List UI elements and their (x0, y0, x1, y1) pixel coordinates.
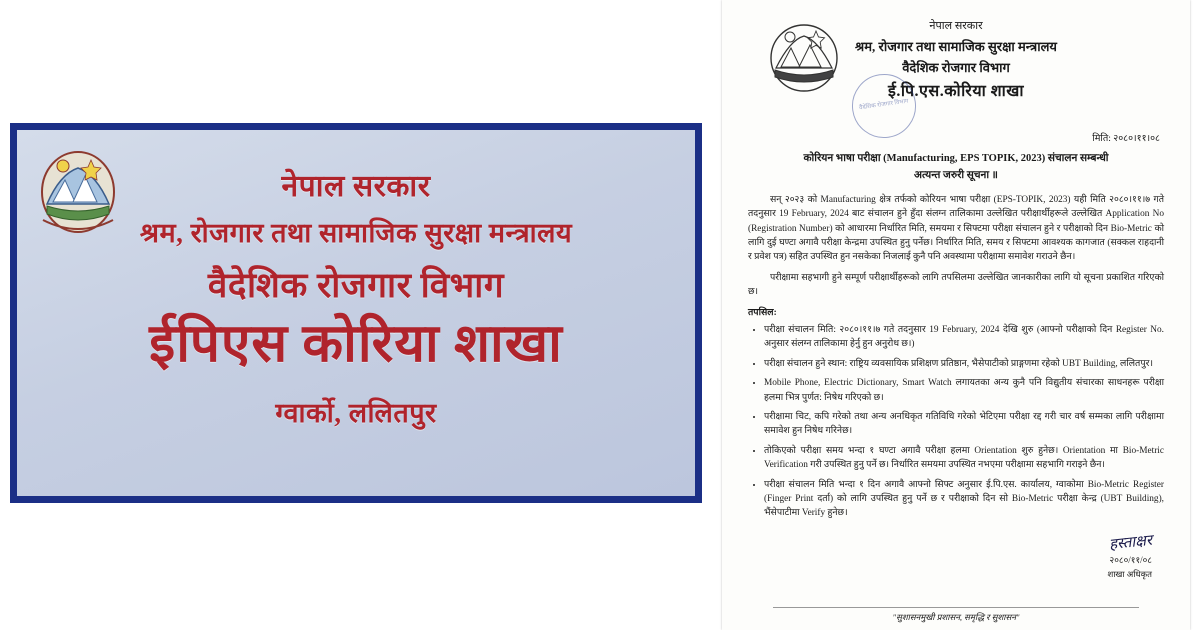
signboard-location-text: ग्वार्को, ललितपुर (275, 398, 437, 429)
list-item: • परीक्षा संचालन हुने स्थान: राष्ट्रिय व्यवसायिक प्रशिक्षण प्रतिष्ठान, भैसेपाटीको प्राङ्गणमा रहेको UBT Building, ललितपुर। (764, 357, 1164, 371)
footer-slogan: "सुशासनमुखी प्रशासन, समृद्धि र सुशासन" (892, 611, 1020, 622)
signature-date: २०८०/११/०८ (1109, 555, 1152, 566)
signboard-department-text: वैदेशिक रोजगार विभाग (207, 265, 505, 305)
signboard-photo (10, 123, 702, 503)
notice-letterhead (748, 18, 1164, 130)
notice-title: कोरियन भाषा परीक्षा (Manufacturing, EPS TOPIK, 2023) संचालन सम्बन्धी (803, 152, 1109, 164)
notice-document (722, 0, 1190, 630)
nepal-government-emblem-icon (35, 144, 121, 236)
list-item: • परीक्षामा चिट, कपि गरेको तथा अन्य अनधिकृत गतिविधि गरेको भेटिएमा परीक्षा रद्द गरी चार वर्ष सम्मका लागि परीक्षामा समावेश हुन निषेध गरिनेछ। (764, 410, 1164, 439)
list-item: • परीक्षा संचालन मिति: २०८०।११।७ गते तदनुसार 19 February, 2024 देखि शुरु (आफ्नो परीक्षाको दिन Register No. अनुसार संलग्न तालिकामा हेर्नु हुन अनुरोध छ।) (764, 323, 1164, 352)
signboard-government-text: नेपाल सरकार (281, 170, 431, 203)
official-seal-stamp: वैदेशिक रोजगार विभाग (848, 70, 920, 142)
signatory-title: शाखा अधिकृत (1107, 569, 1152, 580)
signboard-ministry-text: श्रम, रोजगार तथा सामाजिक सुरक्षा मन्त्रालय (139, 218, 573, 248)
notice-section-label: तपसिल: (748, 307, 777, 318)
signature-mark: हस्ताक्षर (1107, 530, 1153, 554)
notice-footer (722, 607, 1190, 624)
nepal-government-emblem-icon (766, 20, 842, 96)
signature-block (748, 531, 1164, 581)
notice-government-text: नेपाल सरकार (929, 20, 983, 32)
notice-points-list (748, 323, 1164, 521)
notice-date: मिति: २०८०।११।०८ (1092, 134, 1160, 144)
signboard-branch-text: ईपिएस कोरिया शाखा (149, 315, 563, 374)
list-item: • तोकिएको परीक्षा समय भन्दा १ घण्टा अगावै परीक्षा हलमा Orientation शुरु हुनेछ। Orientation मा Bio-Metric Verification गरी उपस्थित हुनु पर्ने छ। निर्धारित समयमा उपस्थित नभएमा परीक्षामा सहभागि गराइने छैन। (764, 444, 1164, 473)
notice-ministry-text: श्रम, रोजगार तथा सामाजिक सुरक्षा मन्त्रालय (855, 39, 1057, 55)
list-item: • परीक्षा संचालन मिति भन्दा १ दिन अगावै आफ्नो सिफ्ट अनुसार ई.पि.एस. कार्यालय, ग्वाकोमा Bio-Metric Register (Finger Print दर्ता) को लागि उपस्थित हुनु पर्ने छ र परीक्षाको दिन सो Bio-Metric परीक्षा केन्द्र (UBT Building), भैंसेपाटीमा Verify हुनेछ। (764, 478, 1164, 521)
footer-divider (773, 607, 1138, 608)
notice-paragraph: सन् २०२३ को Manufacturing क्षेत्र तर्फको कोरियन भाषा परीक्षा (EPS-TOPIK, 2023) यही मिति २०८०।११।७ गते तदनुसार 19 February, 2024 बाट संचालन हुने हुँदा संलग्न तालिकामा उल्लेखित परीक्षार्थीहरूले उल्लेखित Application No (Registration Number) को आधारमा निर्धारित मिति, समयमा र सिफ्टमा परीक्षा संचालन हुने र परीक्षाको दिन Bio-Metric को लागि दुई घण्टा अगावै परीक्षा केन्द्रमा उपस्थित हुनु पर्नेछ। निर्धारित मिति, समय र सिफ्टमा आवश्यक कागजात (सक्कल राहदानी र प्रवेश पत्र) सहित उपस्थित हुन नसकेका निजलाई कुनै पनि अवस्थामा परीक्षामा समावेश गराउने छैन। (748, 194, 1164, 263)
signboard-surface (17, 130, 695, 496)
notice-paragraph: परीक्षामा सहभागी हुने सम्पूर्ण परीक्षार्थीहरूको लागि तपसिलमा उल्लेखित जानकारीका लागि यो सूचना प्रकाशित गरिएको छ। (748, 272, 1164, 298)
notice-branch-text: ई.पि.एस.कोरिया शाखा (887, 83, 1025, 101)
list-item: • Mobile Phone, Electric Dictionary, Smart Watch लगायतका अन्य कुनै पनि विद्युतीय संचारका साधनहरू परीक्षा हलमा भित्र पुर्णत: निषेध गरिएको छ। (764, 376, 1164, 405)
notice-subtitle: अत्यन्त जरुरी सूचना ॥ (914, 170, 998, 182)
notice-department-text: वैदेशिक रोजगार विभाग (902, 60, 1010, 76)
